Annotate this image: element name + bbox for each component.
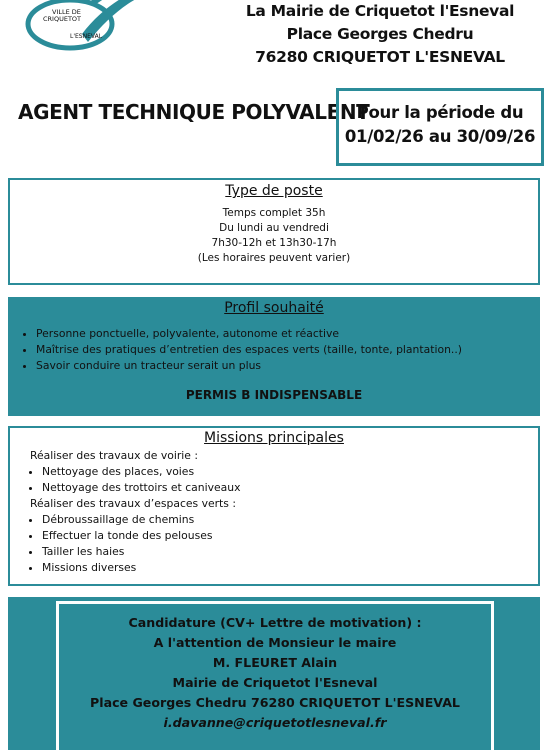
voirie-list xyxy=(10,464,538,496)
voirie-heading: Réaliser des travaux de voirie : xyxy=(30,449,198,462)
permis-requirement: PERMIS B INDISPENSABLE xyxy=(185,388,363,402)
job-title: AGENT TECHNIQUE POLYVALENT xyxy=(18,100,370,124)
mairie-name: La Mairie de Criquetot l'Esneval xyxy=(245,2,515,20)
profil-title: Profil souhaité xyxy=(224,300,324,316)
mairie-city: 76280 CRIQUETOT L'ESNEVAL xyxy=(255,48,505,66)
list-item: • Nettoyage des places, voies xyxy=(42,464,538,480)
list-item: • Savoir conduire un tracteur serait un plus xyxy=(36,358,540,374)
logo-line-2: CRIQUETOT xyxy=(43,15,82,23)
periode-box xyxy=(336,88,544,166)
type-poste-line: Du lundi au vendredi xyxy=(219,222,329,234)
type-poste-line: Temps complet 35h xyxy=(222,207,326,219)
logo-line-3: L'ESNEVAL xyxy=(70,33,103,40)
candidature-mairie: Mairie de Criquetot l'Esneval xyxy=(172,675,378,690)
candidature-heading: Candidature (CV+ Lettre de motivation) : xyxy=(128,615,422,630)
espaces-heading: Réaliser des travaux d’espaces verts : xyxy=(30,497,236,510)
list-item: • Personne ponctuelle, polyvalente, autonome et réactive xyxy=(36,326,540,342)
profil-list xyxy=(8,326,540,374)
type-poste-title: Type de poste xyxy=(225,183,323,199)
candidature-mayor: M. FLEURET Alain xyxy=(212,655,338,670)
profil-section xyxy=(8,297,540,416)
list-item: • Débroussaillage de chemins xyxy=(42,512,538,528)
town-logo xyxy=(22,0,140,58)
periode-dates: 01/02/26 au 30/09/26 xyxy=(344,127,536,146)
type-poste-line: 7h30-12h et 13h30-17h xyxy=(211,237,337,249)
logo-line-1: VILLE DE xyxy=(52,8,81,16)
list-item: • Nettoyage des trottoirs et caniveaux xyxy=(42,480,538,496)
mairie-address xyxy=(230,0,530,69)
candidature-address: Place Georges Chedru 76280 CRIQUETOT L'ESNEVAL xyxy=(90,695,460,710)
missions-title: Missions principales xyxy=(204,430,344,446)
candidature-frame xyxy=(56,601,494,753)
periode-label: Pour la période du xyxy=(356,103,524,122)
mairie-street: Place Georges Chedru xyxy=(286,25,474,43)
candidature-section xyxy=(8,597,540,750)
list-item: • Effectuer la tonde des pelouses xyxy=(42,528,538,544)
list-item: • Missions diverses xyxy=(42,560,538,576)
candidature-attention: A l'attention de Monsieur le maire xyxy=(153,635,397,650)
missions-section xyxy=(8,426,540,586)
list-item: • Maîtrise des pratiques d’entretien des espaces verts (taille, tonte, plantation..) xyxy=(36,342,540,358)
candidature-email-link[interactable]: i.davanne@criquetotlesneval.fr xyxy=(163,715,387,730)
espaces-list xyxy=(10,512,538,576)
type-poste-section xyxy=(8,178,540,285)
type-poste-line: (Les horaires peuvent varier) xyxy=(197,252,351,264)
list-item: • Tailler les haies xyxy=(42,544,538,560)
